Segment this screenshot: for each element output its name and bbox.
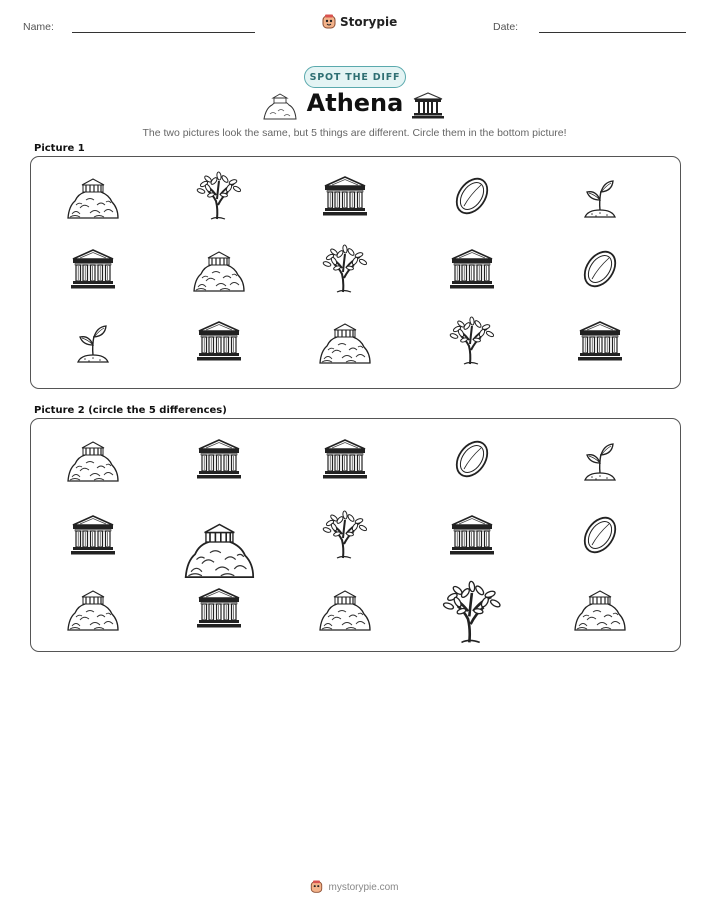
- acropolis-icon[interactable]: [48, 426, 138, 492]
- storypie-mascot-icon: [310, 880, 323, 894]
- sprout-icon: [48, 308, 138, 374]
- acropolis-icon[interactable]: [555, 575, 645, 641]
- acropolis-icon[interactable]: [48, 575, 138, 641]
- olive-tree-icon: [300, 236, 390, 302]
- temple-icon[interactable]: [300, 426, 390, 492]
- seed-icon[interactable]: [555, 502, 645, 568]
- sprout-icon[interactable]: [555, 426, 645, 492]
- date-label: Date:: [493, 21, 519, 33]
- acropolis-icon: [48, 163, 138, 229]
- name-field-line[interactable]: [72, 32, 255, 33]
- brand-name: Storypie: [340, 15, 398, 29]
- temple-icon[interactable]: [48, 502, 138, 568]
- picture-1-label: Picture 1: [34, 143, 85, 154]
- picture-2-label: Picture 2 (circle the 5 differences): [34, 405, 227, 416]
- olive-tree-icon[interactable]: [300, 502, 390, 568]
- name-label: Name:: [23, 21, 54, 33]
- title-acropolis-icon: [262, 90, 298, 125]
- temple-icon[interactable]: [174, 426, 264, 492]
- page-title: Athena: [306, 89, 404, 117]
- olive-tree-icon[interactable]: [427, 575, 517, 649]
- title-temple-icon: [412, 91, 444, 124]
- temple-icon: [300, 163, 390, 229]
- olive-tree-icon: [427, 308, 517, 374]
- temple-icon[interactable]: [427, 502, 517, 568]
- temple-icon: [174, 308, 264, 374]
- acropolis-icon[interactable]: [300, 575, 390, 641]
- temple-icon: [427, 236, 517, 302]
- olive-tree-icon: [174, 163, 264, 229]
- storypie-logo: [322, 14, 397, 30]
- seed-icon: [427, 163, 517, 229]
- acropolis-icon: [300, 308, 390, 374]
- instructions-text: The two pictures look the same, but 5 things are different. Circle them in the bottom picture!: [142, 127, 567, 139]
- seed-icon: [555, 236, 645, 302]
- temple-icon: [48, 236, 138, 302]
- spot-the-diff-badge: SPOT THE DIFF: [304, 66, 406, 88]
- footer: [0, 880, 709, 894]
- temple-icon: [555, 308, 645, 374]
- storypie-mascot-icon: [322, 14, 336, 30]
- sprout-icon: [555, 163, 645, 229]
- temple-icon[interactable]: [174, 575, 264, 641]
- acropolis-icon: [174, 236, 264, 302]
- footer-url: mystorypie.com: [328, 881, 399, 893]
- date-field-line[interactable]: [539, 32, 686, 33]
- seed-icon[interactable]: [427, 426, 517, 492]
